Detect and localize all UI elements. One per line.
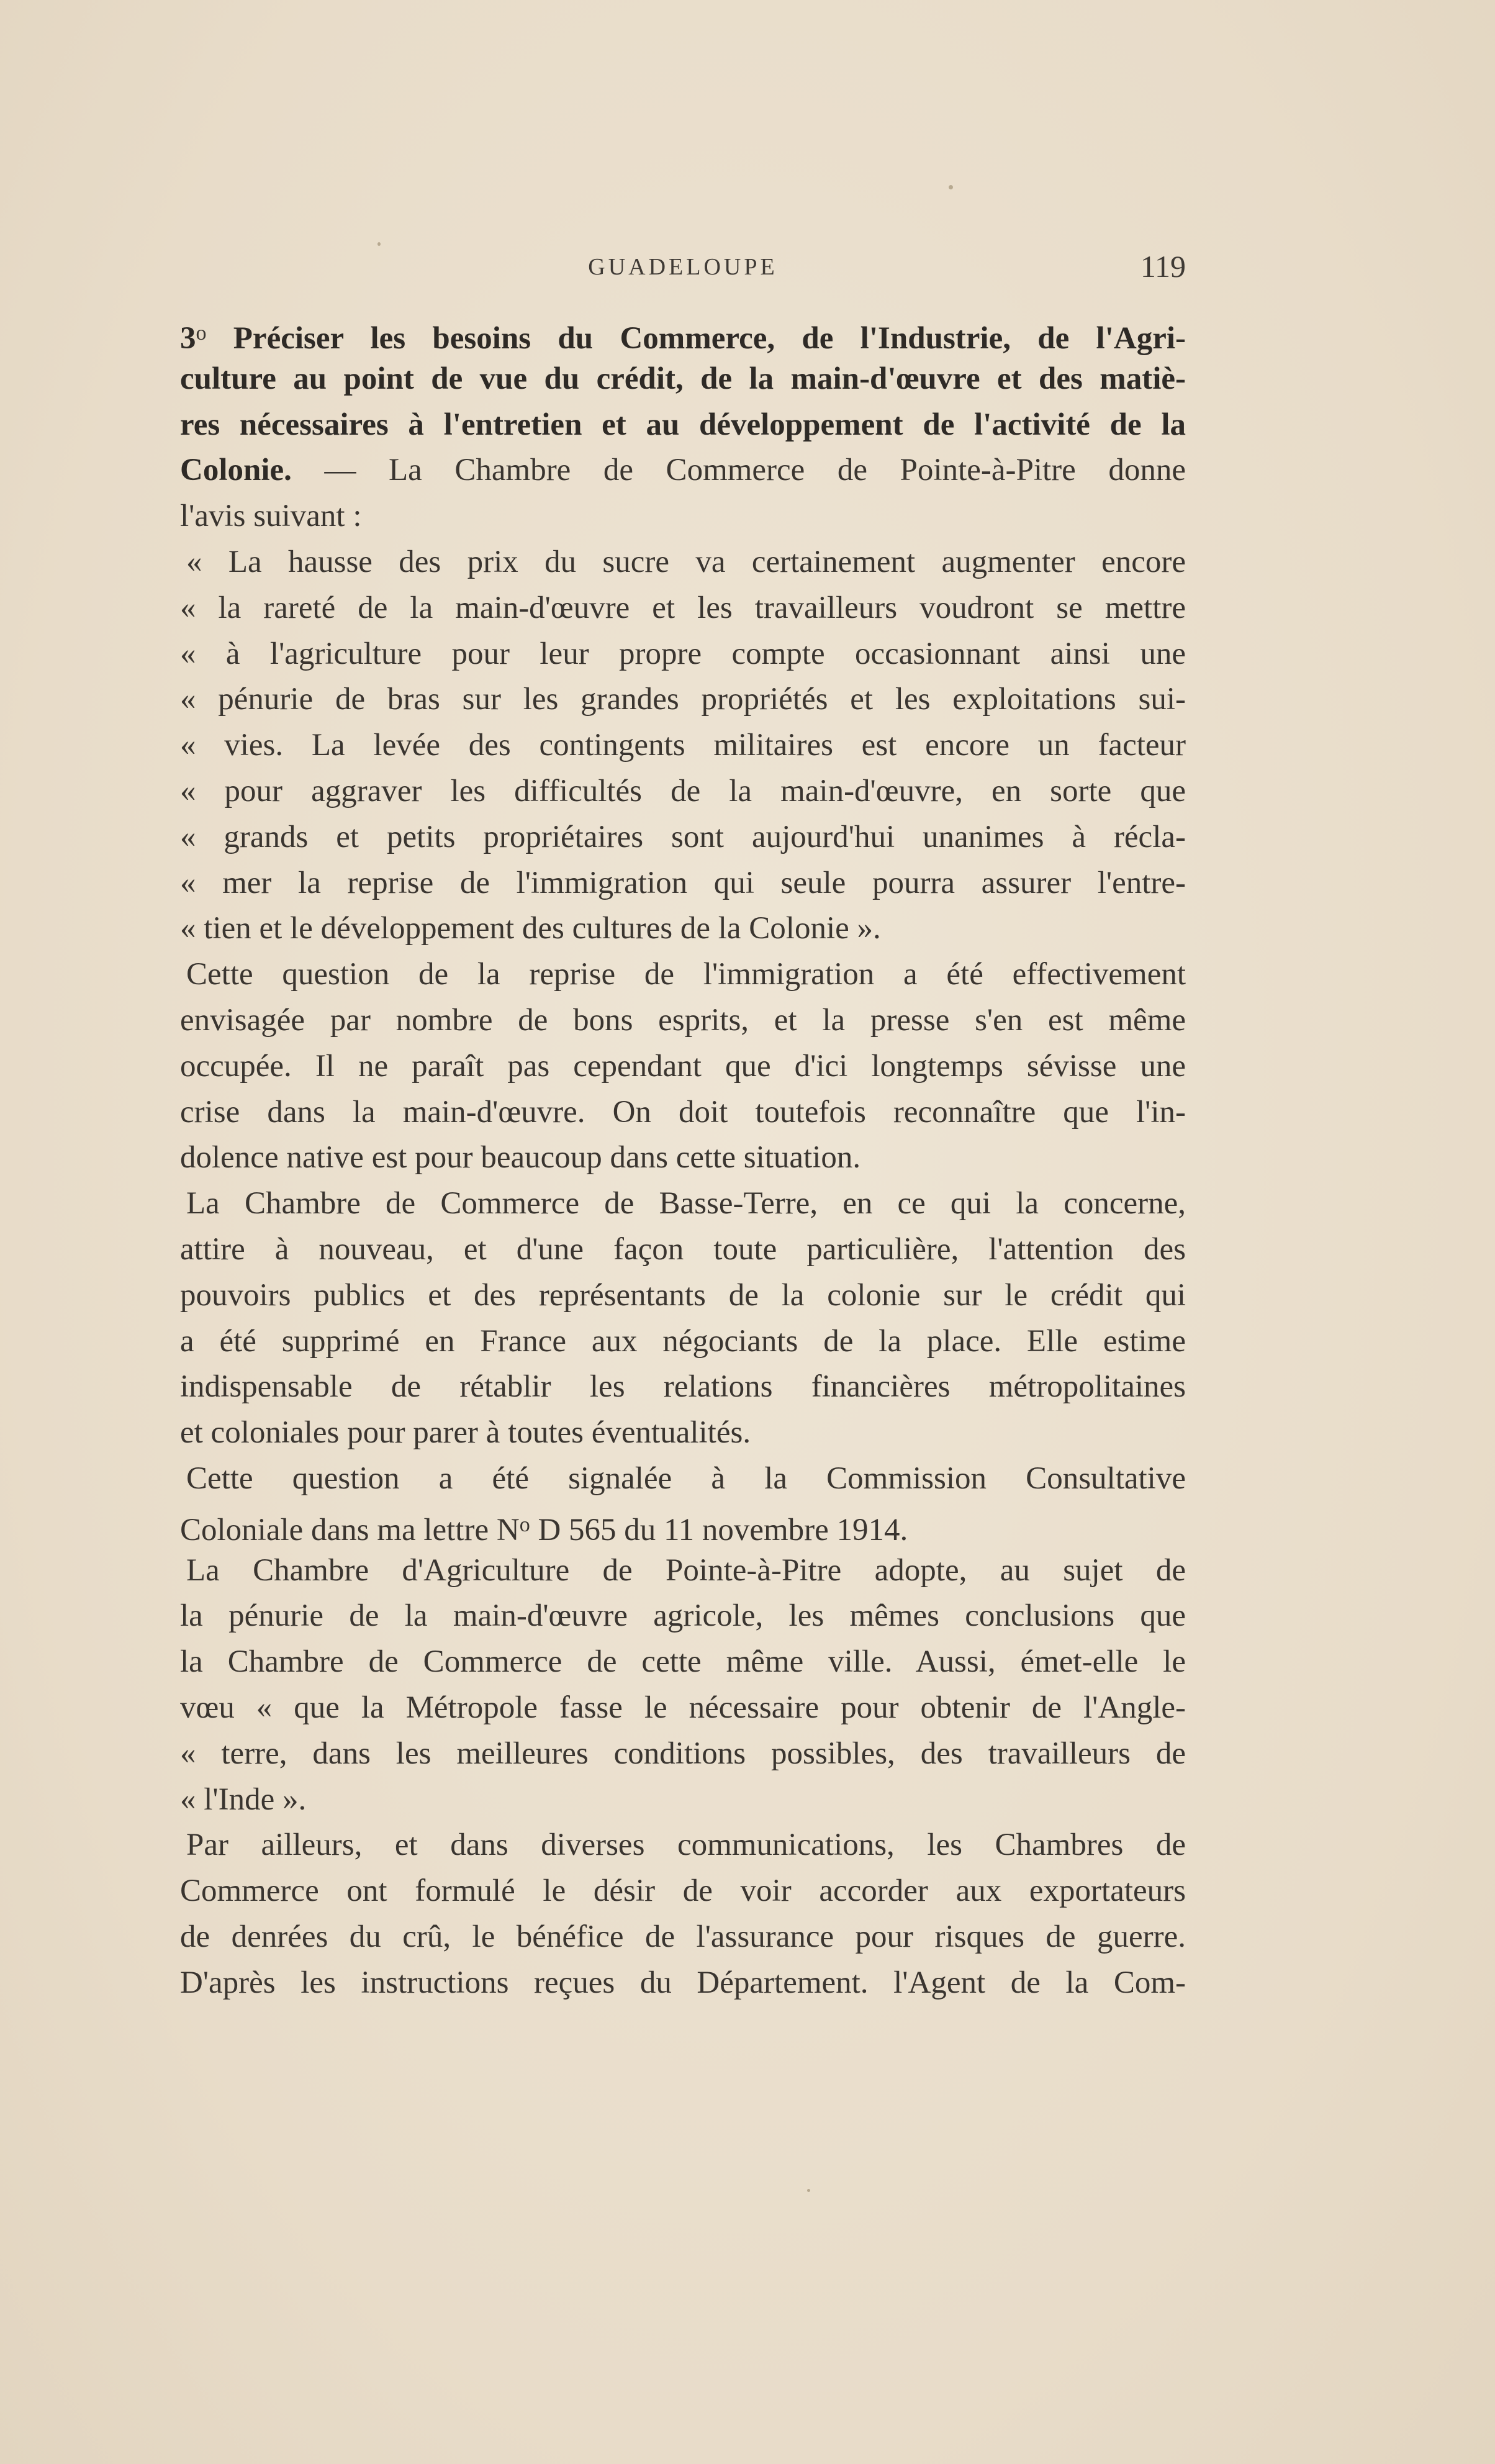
heading-text-4: Colonie. <box>180 453 292 488</box>
text-line: « l'Inde ». <box>180 1782 307 1817</box>
text-line: « vies. La levée des contingents militaires est encore un facteur <box>180 728 1186 763</box>
heading-line-3: res nécessaires à l'entretien et au développement de l'activité de la <box>180 407 1186 442</box>
text-line: La Chambre de Commerce de Basse-Terre, en ce qui la concerne, <box>186 1186 1186 1221</box>
text-line: l'avis suivant : <box>180 499 362 534</box>
text-line: « tien et le développement des cultures de la Colonie ». <box>180 911 881 946</box>
text-line: D'après les instructions reçues du Département. l'Agent de la Com- <box>180 1965 1186 2000</box>
letter-ref-sup: o <box>519 1513 530 1536</box>
text-line: et coloniales pour parer à toutes éventualités. <box>180 1415 751 1451</box>
heading-number: 3 <box>180 321 196 356</box>
running-head: GUADELOUPE <box>588 254 778 280</box>
page-body <box>180 310 1186 2006</box>
heading-number-sup: o <box>196 322 207 345</box>
text-line: « terre, dans les meilleures conditions possibles, des travailleurs de <box>180 1736 1186 1771</box>
text-line: de denrées du crû, le bénéfice de l'assurance pour risques de guerre. <box>180 1919 1186 1954</box>
text-line: Cette question a été signalée à la Commission Consultative <box>186 1461 1186 1496</box>
text-line: attire à nouveau, et d'une façon toute particulière, l'attention des <box>180 1231 1186 1267</box>
text-line: « à l'agriculture pour leur propre compte occasionnant ainsi une <box>180 636 1186 671</box>
page-header <box>180 248 1186 292</box>
text-line: Par ailleurs, et dans diverses communications, les Chambres de <box>186 1828 1186 1863</box>
text-line: Commerce ont formulé le désir de voir accorder aux exportateurs <box>180 1873 1186 1909</box>
paper-speck <box>807 2189 810 2192</box>
paper-speck <box>377 242 381 246</box>
heading-line-4 <box>180 448 1186 494</box>
text-line: a été supprimé en France aux négociants de la place. Elle estime <box>180 1323 1186 1359</box>
text-line: la Chambre de Commerce de cette même ville. Aussi, émet-elle le <box>180 1644 1186 1680</box>
text-line: « mer la reprise de l'immigration qui seule pourra assurer l'entre- <box>180 865 1186 900</box>
text-line: indispensable de rétablir les relations financières métropolitaines <box>180 1369 1186 1405</box>
text-line-letter-ref <box>180 1502 1186 1548</box>
text-line: dolence native est pour beaucoup dans cette situation. <box>180 1140 861 1175</box>
text-line: « grands et petits propriétaires sont aujourd'hui unanimes à récla- <box>180 819 1186 854</box>
heading-line-4-rest: — La Chambre de Commerce de Pointe-à-Pitre donne <box>291 453 1186 488</box>
text-line: Cette question de la reprise de l'immigration a été effectivement <box>186 957 1186 992</box>
text-line: vœu « que la Métropole fasse le nécessaire pour obtenir de l'Angle- <box>180 1690 1186 1725</box>
text-line: La Chambre d'Agriculture de Pointe-à-Pitre adopte, au sujet de <box>186 1552 1186 1588</box>
text-line: « La hausse des prix du sucre va certainement augmenter encore <box>186 544 1186 579</box>
heading-line-1 <box>180 310 1186 356</box>
text-line: occupée. Il ne paraît pas cependant que d'ici longtemps sévisse une <box>180 1048 1186 1084</box>
text-line: pouvoirs publics et des représentants de la colonie sur le crédit qui <box>180 1277 1186 1313</box>
text-line: envisagée par nombre de bons esprits, et la presse s'en est même <box>180 1002 1186 1038</box>
text-line: « pour aggraver les difficultés de la main-d'œuvre, en sorte que <box>180 773 1186 808</box>
paper-speck <box>949 185 953 189</box>
page-number: 119 <box>1140 249 1186 284</box>
heading-line-2: culture au point de vue du crédit, de la main-d'œuvre et des matiè- <box>180 361 1186 396</box>
letter-ref-before: Coloniale dans ma lettre N <box>180 1512 520 1547</box>
text-line: « la rareté de la main-d'œuvre et les travailleurs voudront se mettre <box>180 590 1186 625</box>
text-line: crise dans la main-d'œuvre. On doit toutefois reconnaître que l'in- <box>180 1094 1186 1130</box>
text-line: « pénurie de bras sur les grandes propriétés et les exploitations sui- <box>180 682 1186 717</box>
text-line: la pénurie de la main-d'œuvre agricole, les mêmes conclusions que <box>180 1598 1186 1634</box>
heading-text-1: Préciser les besoins du Commerce, de l'Industrie, de l'Agri- <box>206 321 1186 356</box>
letter-ref-after: D 565 du 11 novembre 1914. <box>530 1512 908 1547</box>
